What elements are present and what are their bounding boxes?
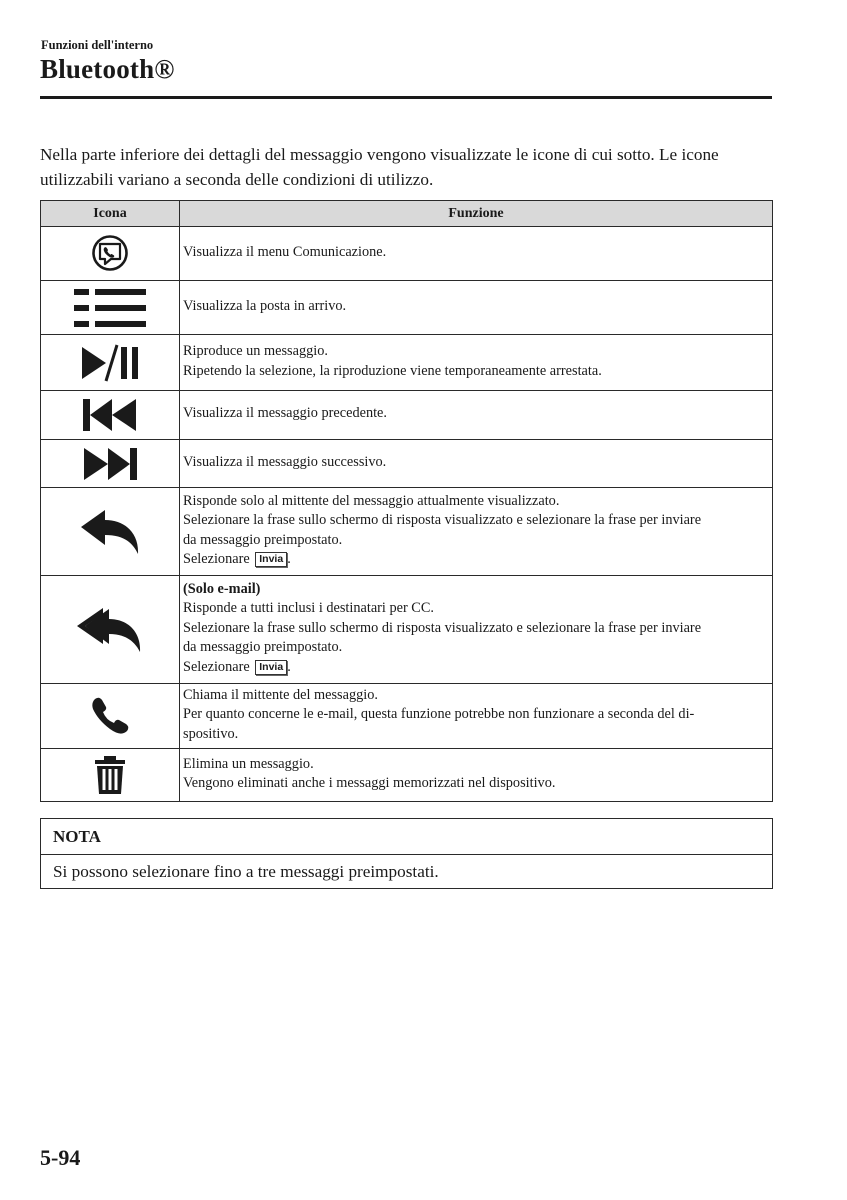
reply-all-icon (77, 606, 143, 654)
trash-icon (93, 755, 127, 795)
table-row (41, 576, 773, 684)
title-rule (40, 96, 772, 99)
table-row (41, 440, 773, 488)
function-text: Visualizza il messaggio successivo. (183, 453, 387, 470)
note-text: Si possono selezionare fino a tre messaggi preimpostati. (53, 862, 439, 881)
reply-icon (79, 509, 141, 555)
header-icon: Icona (41, 201, 180, 227)
page-number: 5-94 (40, 1145, 81, 1170)
table-row (41, 335, 773, 391)
function-text: Elimina un messaggio. (183, 755, 314, 772)
note-heading: NOTA (41, 819, 772, 855)
intro-paragraph: Nella parte inferiore dei dettagli del messaggio vengono visualizzate le icone di cui sotto. Le icone utilizzabili variano a seconda delle condizioni di utilizzo. (40, 145, 719, 189)
table-row (41, 391, 773, 440)
section-label: Funzioni dell'interno (41, 38, 154, 52)
function-text: Per quanto concerne le e-mail, questa funzione potrebbe non funzionare a seconda del di- (183, 706, 695, 723)
table-row (41, 749, 773, 802)
table-row (41, 488, 773, 576)
select-suffix: . (287, 658, 291, 675)
function-text: Ripetendo la selezione, la riproduzione viene temporaneamente arrestata. (183, 362, 602, 379)
previous-icon (82, 397, 138, 433)
header-function: Funzione (180, 201, 773, 227)
phone-icon (90, 696, 130, 736)
page-title: Bluetooth® (40, 54, 175, 84)
function-text: Vengono eliminati anche i messaggi memorizzati nel dispositivo. (183, 775, 556, 792)
function-text: da messaggio preimpostato. (183, 639, 343, 656)
function-text: spositivo. (183, 725, 239, 742)
function-text: Chiama il mittente del messaggio. (183, 687, 378, 703)
table-row (41, 281, 773, 335)
select-prefix: Selezionare (183, 658, 254, 675)
function-text: Visualizza la posta in arrivo. (183, 297, 347, 314)
function-text: Selezionare la frase sullo schermo di risposta visualizzato e selezionare la frase per inviare (183, 512, 702, 529)
email-only-label: (Solo e-mail) (183, 580, 261, 597)
play-pause-icon (79, 343, 141, 383)
next-icon (82, 446, 138, 482)
table-row (41, 227, 773, 281)
function-text: Riproduce un messaggio. (183, 343, 328, 360)
select-line (183, 658, 768, 677)
invia-button: Invia (255, 660, 287, 675)
function-text: Selezionare la frase sullo schermo di risposta visualizzato e selezionare la frase per inviare (183, 619, 702, 636)
function-text: da messaggio preimpostato. (183, 531, 343, 548)
inbox-list-icon (74, 287, 146, 329)
invia-button: Invia (255, 552, 287, 567)
table-header-row (41, 201, 773, 227)
select-prefix: Selezionare (183, 550, 254, 567)
select-suffix: . (287, 550, 291, 567)
communication-menu-icon (91, 234, 129, 274)
function-text: Visualizza il menu Comunicazione. (183, 243, 387, 260)
icon-function-table (40, 200, 773, 802)
table-row (41, 684, 773, 749)
function-text: Visualizza il messaggio precedente. (183, 405, 387, 422)
function-text: Risponde solo al mittente del messaggio attualmente visualizzato. (183, 492, 560, 509)
function-text: Risponde a tutti inclusi i destinatari per CC. (183, 600, 434, 617)
select-line (183, 550, 768, 569)
note-box (40, 818, 773, 889)
